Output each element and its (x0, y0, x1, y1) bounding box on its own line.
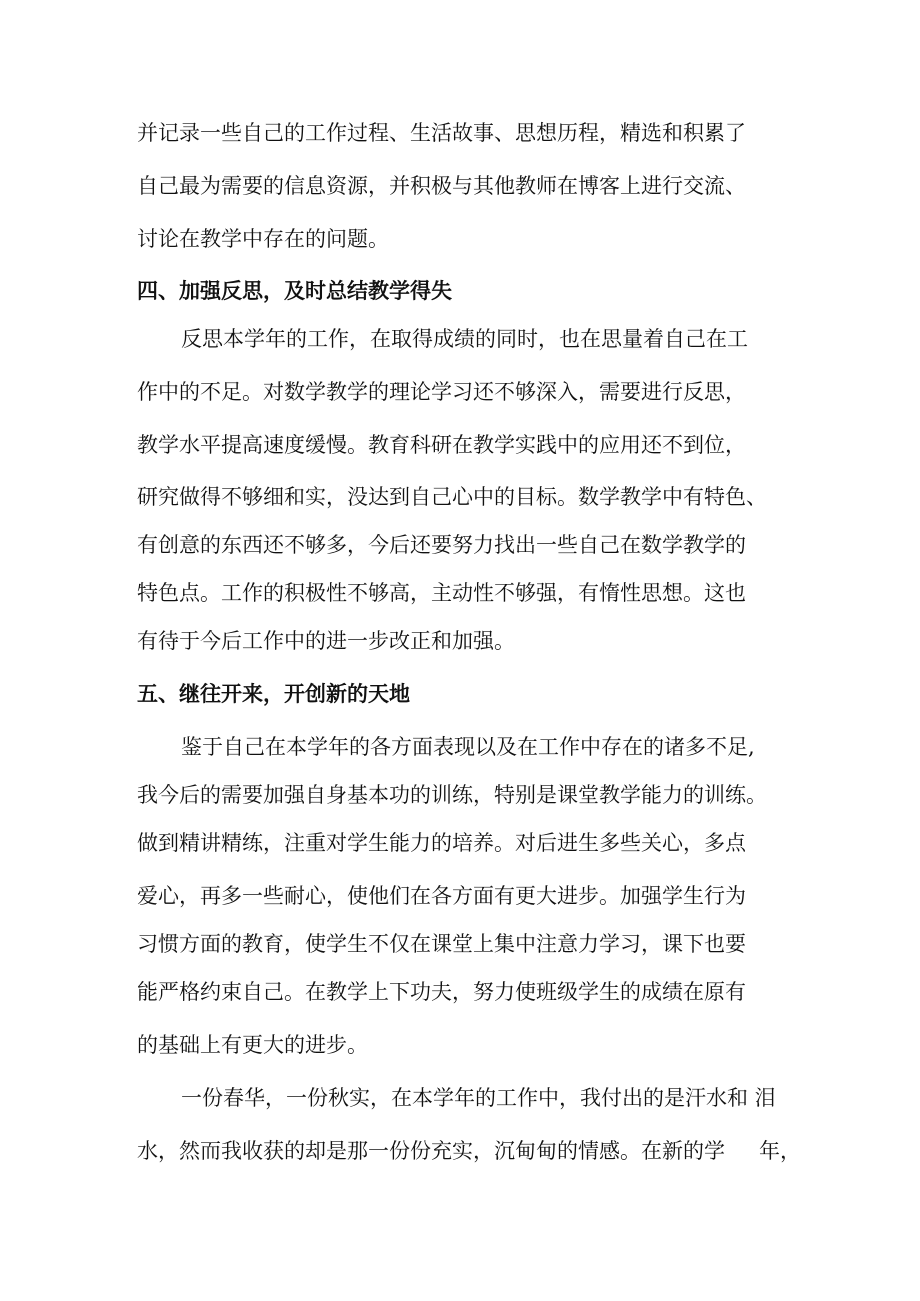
section-heading-5: 五、继往开来，开创新的天地 (137, 681, 410, 706)
paragraph-line: 特色点。工作的积极性不够高，主动性不够强，有惰性思想。这也 (137, 581, 746, 605)
paragraph-line: 能严格约束自己。在教学上下功夫，努力使班级学生的成绩在原有 (137, 980, 746, 1004)
paragraph-line: 讨论在教学中存在的问题。 (137, 227, 389, 251)
paragraph-line: 反思本学年的工作，在取得成绩的同时，也在思量着自己在工 (181, 327, 748, 351)
paragraph-line: 有待于今后工作中的进一步改正和加强。 (137, 629, 515, 653)
paragraph-line: 研究做得不够细和实，没达到自己心中的目标。数学教学中有特色、 (137, 485, 767, 509)
paragraph-line: 教学水平提高速度缓慢。教育科研在教学实践中的应用还不到位， (137, 433, 746, 457)
paragraph-line: 鉴于自己在本学年的各方面表现以及在工作中存在的诸多不足, (181, 735, 755, 759)
paragraph-line: 并记录一些自己的工作过程、生活故事、思想历程，精选和积累了 (137, 121, 746, 145)
paragraph-line: 有创意的东西还不够多，今后还要努力找出一些自己在数学教学的 (137, 533, 746, 557)
paragraph-line: 爱心，再多一些耐心，使他们在各方面有更大进步。加强学生行为 (137, 884, 746, 908)
paragraph-line-end: 年， (759, 1139, 801, 1163)
paragraph-line-text: 水，然而我收获的却是那一份份充实，沉甸甸的情感。在新的学 (137, 1139, 725, 1163)
paragraph-line: 习惯方面的教育，使学生不仅在课堂上集中注意力学习，课下也要 (137, 932, 746, 956)
paragraph-line: 我今后的需要加强自身基本功的训练，特别是课堂教学能力的训练。 (137, 783, 767, 807)
paragraph-line: 的基础上有更大的进步。 (137, 1033, 368, 1057)
paragraph-line: 一份春华，一份秋实，在本学年的工作中，我付出的是汗水和 泪 (181, 1086, 776, 1110)
paragraph-line (137, 1136, 801, 1166)
paragraph-line: 作中的不足。对数学教学的理论学习还不够深入，需要进行反思， (137, 380, 746, 404)
section-heading-4: 四、加强反思，及时总结教学得失 (137, 278, 452, 303)
paragraph-line: 自己最为需要的信息资源，并积极与其他教师在博客上进行交流、 (137, 174, 746, 198)
paragraph-line: 做到精讲精练，注重对学生能力的培养。对后进生多些关心，多点 (137, 831, 746, 855)
